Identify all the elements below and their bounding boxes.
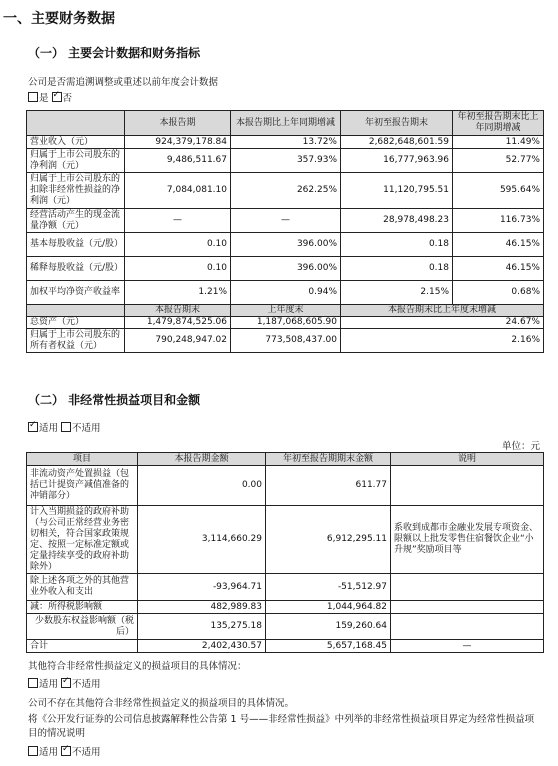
checkbox-icon[interactable] [28,746,38,756]
table-row [27,209,544,233]
row-label: 归属于上市公司股东的所有者权益（元） [27,329,125,353]
restate-question: 公司是否需追溯调整或重述以前年度会计数据 [28,77,219,88]
value-cell: 396.00% [231,257,341,281]
header-cell: 本报告期末比上年度末增减 [341,305,544,317]
option-label: 适用 [39,747,59,758]
note-cell [391,601,544,614]
value-cell: 611.77 [266,466,391,506]
header-cell: 年初至报告期末比上年同期增减 [453,111,544,136]
table-row [27,317,544,329]
value-cell: 11,120,795.51 [341,173,453,209]
unit-label: 单位：元 [501,441,540,452]
reclass-note: 将《公开发行证券的公司信息披露解释性公告第 1 号——非经常性损益》中列举的非经常性损益项目界定为经常性损益项目的情况说明 [28,714,535,739]
value-cell: 482,989.83 [138,601,266,614]
row-label: 稀释每股收益（元/股） [27,257,125,281]
header-cell: 年初至报告期期末金额 [266,453,391,466]
header-cell [27,111,125,136]
value-cell: 16,777,963.96 [341,149,453,173]
table-row [27,574,544,601]
value-cell: 135,275.18 [138,614,266,640]
note-cell [391,466,544,506]
table-header-row [27,305,544,317]
value-cell: 595.64% [453,173,544,209]
row-label: 非流动资产处置损益（包括已计提资产减值准备的冲销部分） [27,466,138,506]
note-cell: — [391,640,544,653]
value-cell: 7,084,081.10 [125,173,231,209]
value-cell: 5,657,168.45 [266,640,391,653]
table-row [27,233,544,257]
row-label: 除上述各项之外的其他营业外收入和支出 [27,574,138,601]
value-cell: 2,682,648,601.59 [341,136,453,149]
option-label: 不适用 [72,423,101,434]
row-label: 经营活动产生的现金流量净额（元） [27,209,125,233]
value-cell: 13.72% [231,136,341,149]
value-cell: 262.25% [231,173,341,209]
header-cell [27,305,125,317]
value-cell: 159,260.64 [266,614,391,640]
checkbox-icon[interactable] [61,678,71,688]
table-row [27,506,544,574]
value-cell: 1,187,068,605.90 [231,317,341,329]
section-title: 一、主要财务数据 [3,11,115,27]
row-label: 营业收入（元） [27,136,125,149]
no-other-items-text: 公司不存在其他符合非经常性损益定义的损益项目的具体情况。 [28,698,295,709]
value-cell: — [231,209,341,233]
header-cell: 项目 [27,453,138,466]
header-cell: 本报告期末 [125,305,231,317]
header-cell: 本报告期比上年同期增减 [231,111,341,136]
value-cell: 0.94% [231,281,341,305]
checkbox-icon[interactable] [28,678,38,688]
value-cell: 2,402,430.57 [138,640,266,653]
value-cell: 396.00% [231,233,341,257]
row-label: 归属于上市公司股东的净利润（元） [27,149,125,173]
value-cell: 1,044,964.82 [266,601,391,614]
subsection-title-financial: （一） 主要会计数据和财务指标 [28,46,201,60]
checkbox-icon[interactable] [28,92,38,102]
subsection-title-nonrecurring: （二） 非经常性损益项目和金额 [28,393,201,407]
value-cell: 24.67% [341,317,544,329]
header-cell: 年初至报告期末 [341,111,453,136]
row-label: 归属于上市公司股东的扣除非经常性损益的净利润（元） [27,173,125,209]
value-cell: 357.93% [231,149,341,173]
table-row [27,257,544,281]
header-cell: 说明 [391,453,544,466]
reclass-options [28,746,101,760]
table-row [27,329,544,353]
table-row [27,173,544,209]
value-cell: 52.77% [453,149,544,173]
row-label: 少数股东权益影响额（税后） [27,614,138,640]
value-cell: 0.00 [138,466,266,506]
option-label: 是 [39,93,49,104]
applicable-options [28,422,101,436]
value-cell: 0.18 [341,257,453,281]
table-row [27,149,544,173]
value-cell: -51,512.97 [266,574,391,601]
table-row [27,614,544,640]
header-cell: 本报告期金额 [138,453,266,466]
option-label: 适用 [39,679,59,690]
option-label: 否 [62,93,73,104]
table-header-row [27,453,544,466]
note-cell [391,574,544,601]
restate-options [28,92,72,106]
other-items-options [28,678,101,692]
checkbox-icon[interactable] [61,422,71,432]
table-header-row [27,111,544,136]
row-label: 计入当期损益的政府补助（与公司正常经营业务密切相关，符合国家政策规定、按照一定标准定额或定量持续享受的政府补助除外） [27,506,138,574]
value-cell: 46.15% [453,257,544,281]
table-row [27,601,544,614]
table-row-total [27,640,544,653]
note-cell: 系收到成都市金融业发展专项资金、限额以上批发零售住宿餐饮企业“小升规”奖励项目等 [391,506,544,574]
checkbox-icon[interactable] [61,746,71,756]
value-cell: 790,248,947.02 [125,329,231,353]
checkbox-icon[interactable] [28,422,38,432]
value-cell: -93,964.71 [138,574,266,601]
checkbox-icon[interactable] [52,92,62,102]
value-cell: 924,379,178.84 [125,136,231,149]
value-cell: 1,479,874,525.06 [125,317,231,329]
value-cell: 6,912,295.11 [266,506,391,574]
value-cell: 2.15% [341,281,453,305]
row-label: 基本每股收益（元/股） [27,233,125,257]
value-cell: 0.68% [453,281,544,305]
value-cell: 116.73% [453,209,544,233]
value-cell: 3,114,660.29 [138,506,266,574]
value-cell: 9,486,511.67 [125,149,231,173]
other-items-note: 其他符合非经常性损益定义的损益项目的具体情况： [28,661,247,672]
table-row [27,136,544,149]
value-cell: 2.16% [341,329,544,353]
value-cell: — [125,209,231,233]
option-label: 不适用 [72,747,101,758]
value-cell: 28,978,498.23 [341,209,453,233]
financial-indicators-table [26,110,544,353]
table-row [27,281,544,305]
row-label: 加权平均净资产收益率 [27,281,125,305]
table-row [27,466,544,506]
value-cell: 0.10 [125,257,231,281]
value-cell: 0.18 [341,233,453,257]
value-cell: 11.49% [453,136,544,149]
value-cell: 0.10 [125,233,231,257]
header-cell: 本报告期 [125,111,231,136]
nonrecurring-items-table [26,452,544,653]
header-cell: 上年度末 [231,305,341,317]
value-cell: 773,508,437.00 [231,329,341,353]
row-label: 总资产（元） [27,317,125,329]
value-cell: 46.15% [453,233,544,257]
option-label: 适用 [39,423,59,434]
value-cell: 1.21% [125,281,231,305]
row-label: 合计 [27,640,138,653]
option-label: 不适用 [72,679,101,690]
row-label: 减：所得税影响额 [27,601,138,614]
note-cell [391,614,544,640]
